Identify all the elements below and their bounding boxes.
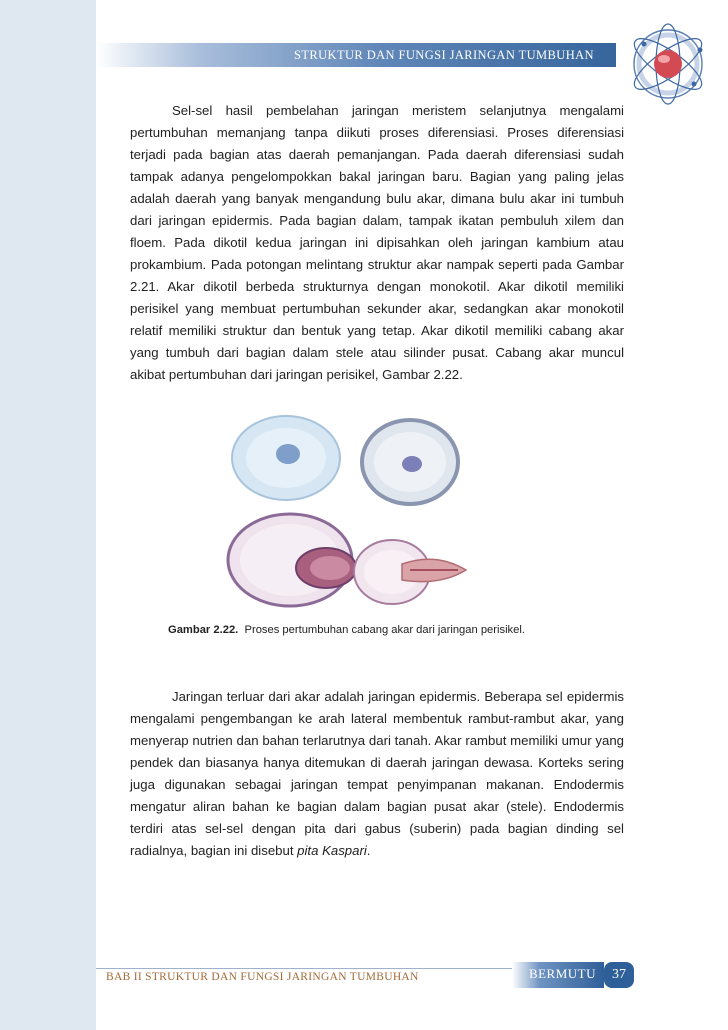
caption-label: Gambar 2.22.: [168, 624, 239, 636]
page-number: 37: [604, 962, 634, 988]
paragraph-1: Sel-sel hasil pembelahan jaringan meristem selanjutnya mengalami pertumbuhan memanjang tanpa diikuti proses diferensiasi. Proses diferensiasi terjadi pada bagian atas daerah pemanjangan. Pada daerah diferensiasi sudah tampak adanya pengelompokkan bakal jaringan baru. Bagian yang paling jelas adalah daerah yang banyak mengandung bulu akar, dimana bulu akar ini tumbuh dari jaringan epidermis. Pada bagian dalam, tampak ikatan pembuluh xilem dan floem. Pada dikotil kedua jaringan ini dipisahkan oleh jaringan kambium atau prokambium. Pada potongan melintang struktur akar nampak seperti pada Gambar 2.21. Akar dikotil berbeda strukturnya dengan monokotil. Akar dikotil memiliki perisikel yang membuat pertumbuhan sekunder akar, sedangkan akar monokotil relatif memiliki struktur dan bentuk yang tetap. Akar dikotil memiliki cabang akar yang tumbuh dari bagian dalam stele atau silinder pusat. Cabang akar muncul akibat pertumbuhan dari jaringan perisikel, Gambar 2.22.: [130, 103, 624, 382]
footer-brand-label: BERMUTU: [528, 966, 596, 981]
footer-chapter: BAB II STRUKTUR DAN FUNGSI JARINGAN TUMBUHAN: [106, 971, 419, 983]
paragraph-2-end: .: [366, 843, 371, 858]
paragraph-2-text: Jaringan terluar dari akar adalah jaringan epidermis. Beberapa sel epidermis mengalami pengembangan ke arah lateral membentuk rambut-rambut akar, yang menyerap nutrien dan bahan terlarutnya dari tanah. Akar rambut memiliki umur yang pendek dan biasanya hanya ditemukan di daerah jaringan dewasa. Korteks sering juga digunakan sebagai jaringan tempat penyimpanan makanan. Endodermis mengatur aliran bahan ke bagian dalam bagian pusat akar (stele). Endodermis terdiri atas sel-sel dengan pita dari gabus (suberin) pada bagian dinding sel radialnya, bagian ini disebut: [130, 689, 624, 858]
root-branch-figure: [226, 414, 470, 612]
caption-text: Proses pertumbuhan cabang akar dari jaringan perisikel.: [244, 624, 525, 636]
figure-caption: [168, 624, 525, 636]
side-bar: [0, 0, 96, 1030]
paragraph-2: [130, 686, 624, 862]
header-title: STRUKTUR DAN FUNGSI JARINGAN TUMBUHAN: [293, 48, 594, 62]
footer-brand: [512, 962, 604, 988]
atom-logo-icon: [622, 18, 714, 110]
paragraph-2-term: pita Kaspari: [297, 843, 367, 858]
footer-divider: [96, 968, 516, 969]
